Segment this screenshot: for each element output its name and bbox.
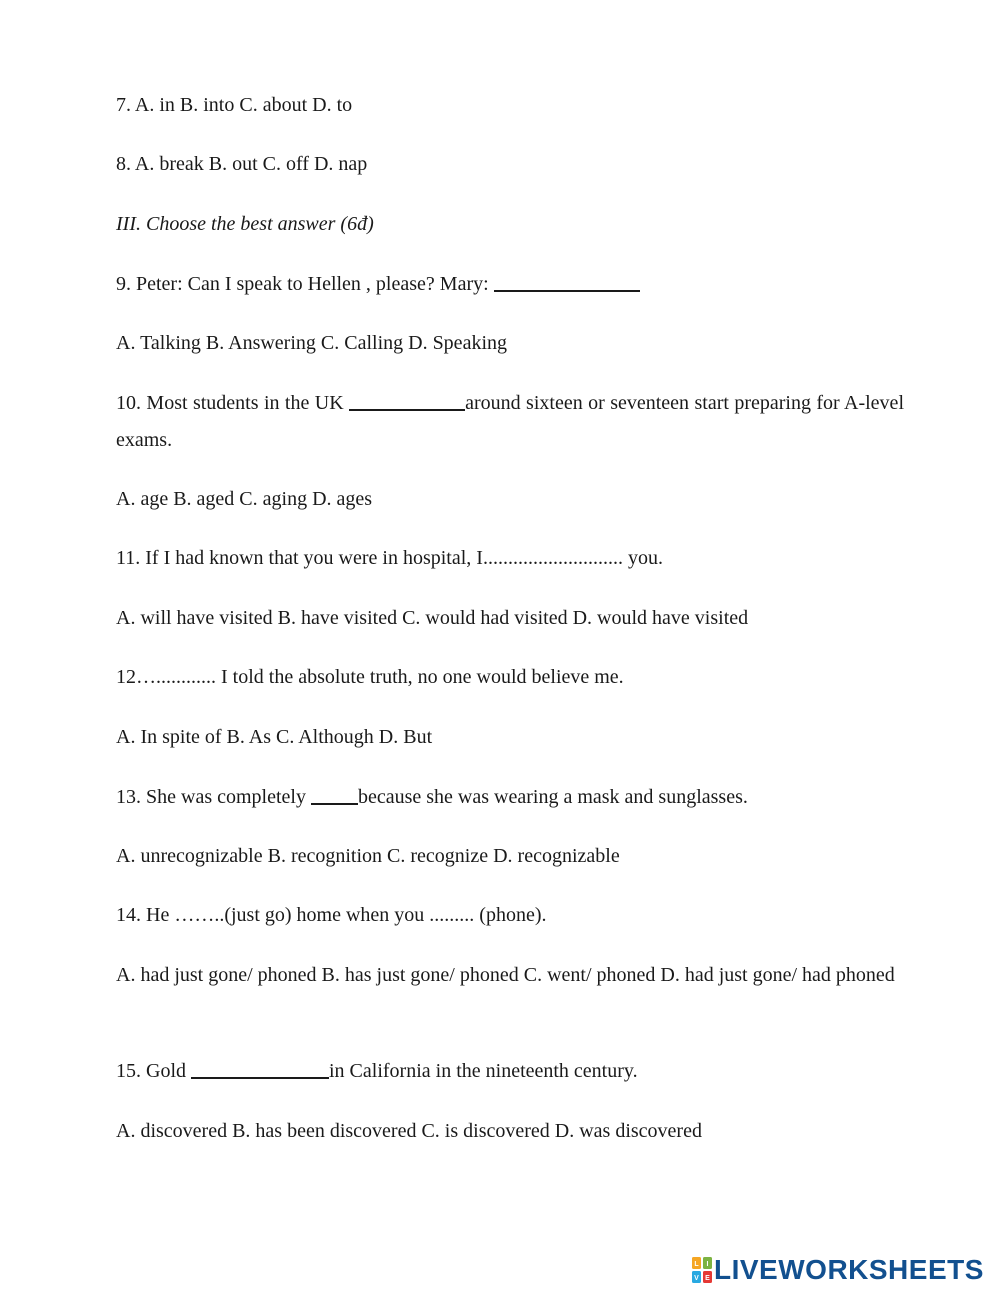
question-7: 7. A. in B. into C. about D. to [116,94,353,116]
question-10-text-after: around sixteen or seventeen start preparing for A-level exams. [116,392,904,451]
liveworksheets-logo-text: LIVEWORKSHEETS [714,1254,984,1285]
question-9-text: 9. Peter: Can I speak to Hellen , please? Mary: [116,273,494,295]
svg-text:I: I [706,1261,709,1268]
question-12: 12…............ I told the absolute truth, no one would believe me. [116,666,624,688]
question-12-options: A. In spite of B. As C. Although D. But [116,726,433,748]
liveworksheets-logo-icon [692,1257,712,1283]
question-15-options: A. discovered B. has been discovered C. is discovered D. was discovered [116,1120,702,1142]
question-15-text-after: in California in the nineteenth century. [329,1060,638,1082]
question-14-options: A. had just gone/ phoned B. has just gone/ phoned C. went/ phoned D. had just gone/ had phoned [116,964,895,986]
question-9-options: A. Talking B. Answering C. Calling D. Speaking [116,332,507,354]
question-11: 11. If I had known that you were in hospital, I............................ you. [116,547,663,569]
question-10-text-before: 10. Most students in the UK [116,392,350,414]
section-heading: III. Choose the best answer (6đ) [116,213,374,235]
question-13 [116,779,904,816]
question-11-options: A. will have visited B. have visited C. would had visited D. would have visited [116,607,749,629]
question-14: 14. He ……..(just go) home when you ......... (phone). [116,904,547,926]
question-13-text-before: 13. She was completely [116,786,311,808]
answer-blank-10[interactable] [349,389,465,411]
question-15-text-before: 15. Gold [116,1060,191,1082]
question-10 [116,385,904,459]
answer-blank-9[interactable] [494,270,640,292]
liveworksheets-logo [692,1255,984,1285]
answer-blank-13[interactable] [311,783,358,805]
answer-blank-15[interactable] [191,1057,329,1079]
svg-text:L: L [694,1261,699,1268]
svg-text:E: E [705,1275,710,1282]
question-8: 8. A. break B. out C. off D. nap [116,153,368,175]
question-10-options: A. age B. aged C. aging D. ages [116,488,373,510]
question-9 [116,266,904,303]
question-15 [116,1053,904,1090]
question-13-options: A. unrecognizable B. recognition C. recognize D. recognizable [116,845,620,867]
svg-text:V: V [694,1275,699,1282]
question-13-text-after: because she was wearing a mask and sunglasses. [357,786,748,808]
